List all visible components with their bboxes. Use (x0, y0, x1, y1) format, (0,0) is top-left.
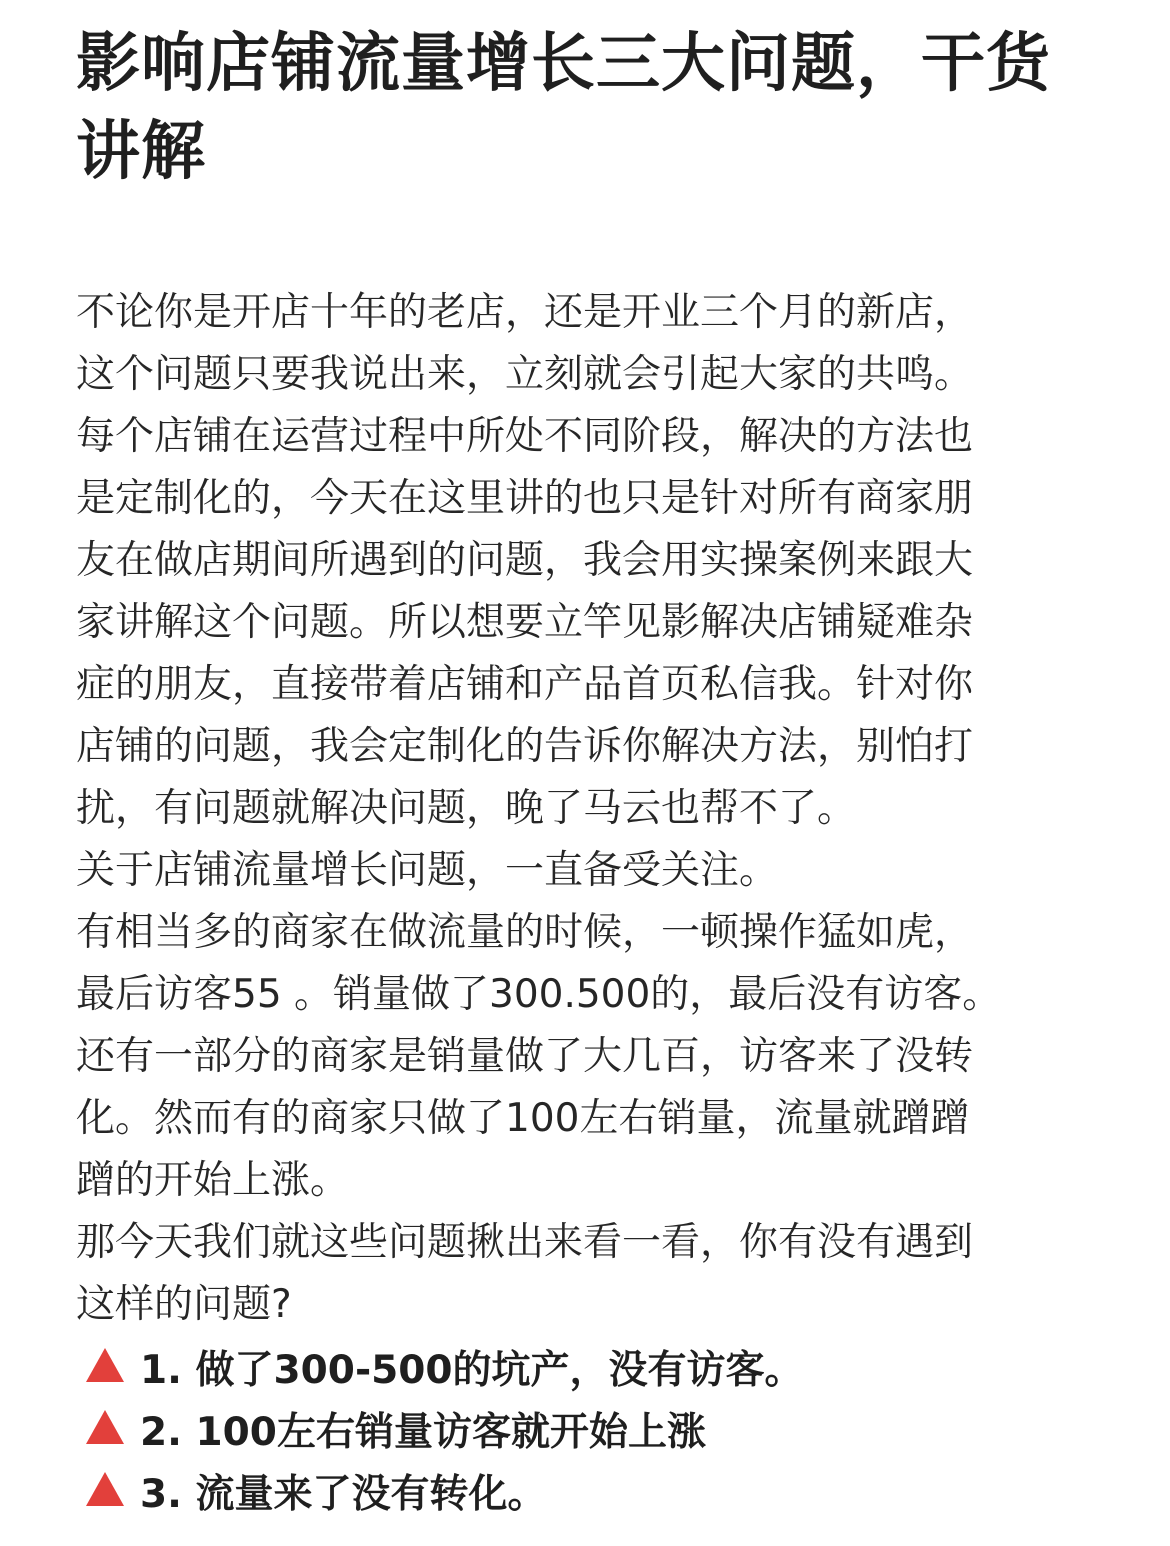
paragraph-line: 每个店铺在运营过程中所处不同阶段，解决的方法也 (76, 414, 974, 459)
problem-list (76, 1336, 1076, 1522)
paragraph-line: 那今天我们就这些问题揪出来看一看，你有没有遇到 (76, 1220, 974, 1265)
paragraph-line: 店铺的问题，我会定制化的告诉你解决方法，别怕打 (76, 724, 974, 769)
paragraph-line: 是定制化的，今天在这里讲的也只是针对所有商家朋 (76, 476, 974, 521)
red-triangle-icon (86, 1472, 124, 1506)
paragraph-line: 蹭的开始上涨。 (76, 1158, 350, 1203)
paragraph-line: 扰，有问题就解决问题，晚了马云也帮不了。 (76, 786, 857, 831)
paragraph-line: 症的朋友，直接带着店铺和产品首页私信我。针对你 (76, 662, 974, 707)
paragraph-line: 关于店铺流量增长问题，一直备受关注。 (76, 848, 779, 893)
paragraph-line: 不论你是开店十年的老店，还是开业三个月的新店， (76, 290, 974, 335)
paragraph-line: 有相当多的商家在做流量的时候，一顿操作猛如虎， (76, 910, 974, 955)
paragraph-line: 最后访客55 。销量做了300.500的，最后没有访客。 (76, 972, 1002, 1017)
paragraph-line: 化。然而有的商家只做了100左右销量，流量就蹭蹭 (76, 1096, 970, 1141)
red-triangle-icon (86, 1348, 124, 1382)
paragraph-line: 这样的问题? (76, 1282, 292, 1327)
problem-item-text: 1. 做了300-500的坑产，没有访客。 (140, 1348, 804, 1393)
problem-item (76, 1398, 1076, 1460)
problem-item-text: 3. 流量来了没有转化。 (140, 1472, 547, 1517)
article-title: 影响店铺流量增长三大问题，干货讲解 (76, 27, 1051, 189)
problem-item-text: 2. 100左右销量访客就开始上涨 (140, 1410, 706, 1455)
problem-item (76, 1336, 1076, 1398)
paragraph-line: 还有一部分的商家是销量做了大几百，访客来了没转 (76, 1034, 974, 1079)
paragraph-line: 这个问题只要我说出来，立刻就会引起大家的共鸣。 (76, 352, 974, 397)
article-body (76, 282, 1076, 1522)
paragraph-line: 友在做店期间所遇到的问题，我会用实操案例来跟大 (76, 538, 974, 583)
problem-item (76, 1460, 1076, 1522)
red-triangle-icon (86, 1410, 124, 1444)
paragraph-line: 家讲解这个问题。所以想要立竿见影解决店铺疑难杂 (76, 600, 974, 645)
